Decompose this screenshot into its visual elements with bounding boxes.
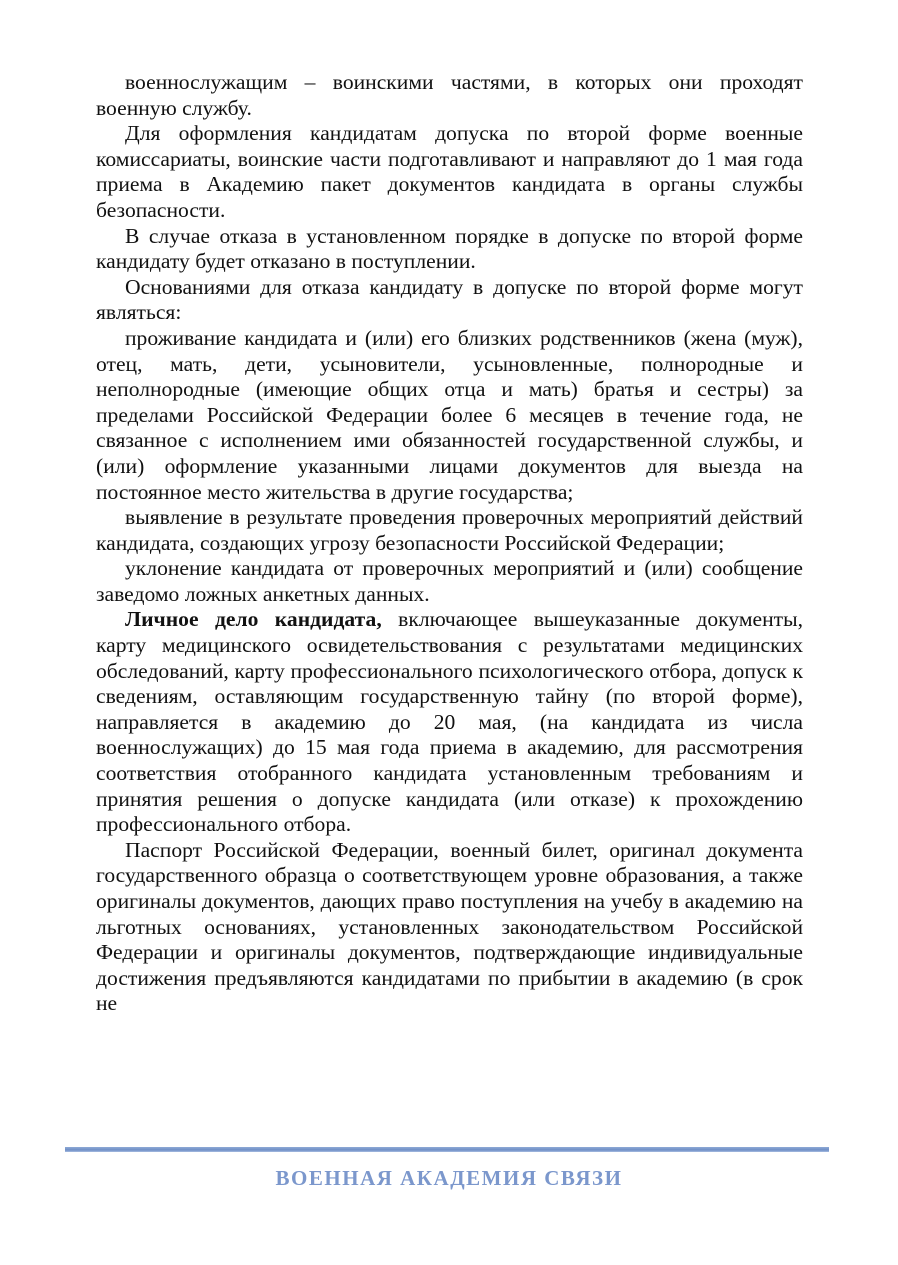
paragraph-5-text: проживание кандидата и (или) его близких родственников (жена (муж), отец, мать, дети, усыновители, усыновленные, полнородные и неполнородные (имеющие общих отца и мать) братья и сестры) за пределами Российской Федерации более 6 месяцев в течение года, не связанное с исполнением ими обязанностей государственной службы, и (или) оформление указанными лицами документов для выезда на постоянное место жительства в другие государства; [96, 325, 803, 504]
paragraph-8-text: включающее вышеуказанные документы, карту медицинского освидетельствования с результатами медицинских обследований, карту профессионального психологического отбора, допуск к сведениям, оставляющим государственную тайну (по второй форме), направляется в академию до 20 мая, (на кандидата из числа военнослужащих) до 15 мая года приема в академию, для рассмотрения соответствия отобранного кандидата установленным требованиям и принятия решения о допуске кандидата (или отказе) к прохождению профессионального отбора. [96, 607, 803, 837]
document-body [96, 70, 803, 1017]
paragraph-5 [96, 326, 803, 505]
paragraph-7-text: уклонение кандидата от проверочных мероприятий и (или) сообщение заведомо ложных анкетных данных. [96, 556, 803, 606]
paragraph-8-bold-lead: Личное дело кандидата, [125, 607, 382, 632]
paragraph-4-text: Основаниями для отказа кандидату в допуске по второй форме могут являться: [96, 274, 803, 325]
paragraph-9 [96, 838, 803, 1017]
paragraph-6 [96, 505, 803, 556]
paragraph-6-text: выявление в результате проведения проверочных мероприятий действий кандидата, создающих угрозу безопасности Российской Федерации; [96, 505, 803, 555]
paragraph-2-text: Для оформления кандидатам допуска по второй форме военные комиссариаты, воинские части подготавливают и направляют до 1 мая года приема в Академию пакет документов кандидата в органы службы безопасности. [96, 121, 803, 222]
footer-divider [65, 1147, 829, 1152]
paragraph-8 [96, 607, 803, 837]
paragraph-3-text: В случае отказа в установленном порядке в допуске по второй форме кандидату будет отказано в поступлении. [96, 223, 803, 274]
paragraph-1-text: военнослужащим – воинскими частями, в которых они проходят военную службу. [96, 70, 803, 120]
footer-title: ВОЕННАЯ АКАДЕМИЯ СВЯЗИ [275, 1166, 623, 1190]
paragraph-1 [96, 70, 803, 121]
paragraph-7 [96, 556, 803, 607]
paragraph-2 [96, 121, 803, 223]
paragraph-3 [96, 224, 803, 275]
paragraph-4 [96, 275, 803, 326]
paragraph-9-text: Паспорт Российской Федерации, военный билет, оригинал документа государственного образца о соответствующем уровне образования, а также оригиналы документов, дающих право поступления на учебу в академию на льготных основаниях, установленных законодательством Российской Федерации и оригиналы документов, подтверждающие индивидуальные достижения предъявляются кандидатами по прибытии в академию (в срок не [96, 837, 803, 1016]
